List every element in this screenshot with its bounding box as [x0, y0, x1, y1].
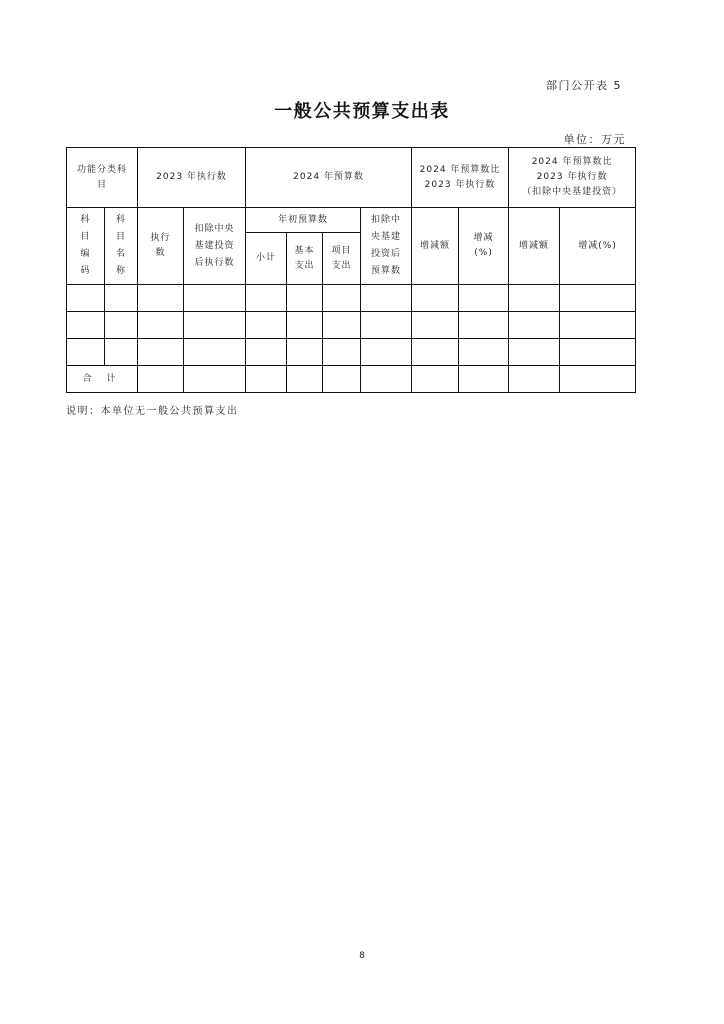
cell	[184, 339, 246, 366]
header-exec: 执行数	[138, 208, 184, 285]
header-compare-2024-vs-2023	[412, 148, 509, 208]
cell	[287, 312, 323, 339]
cell	[138, 312, 184, 339]
header-initial-budget: 年初预算数	[246, 208, 361, 233]
cell	[560, 339, 636, 366]
header-subtotal: 小计	[246, 233, 287, 285]
cell	[323, 339, 361, 366]
cell	[67, 285, 105, 312]
table-row	[67, 285, 636, 312]
cell	[184, 366, 246, 393]
header-budget-2024: 2024 年预算数	[246, 148, 412, 208]
cell	[184, 285, 246, 312]
cell	[246, 366, 287, 393]
header-change-amount-2: 增减额	[509, 208, 560, 285]
header-exec-2023: 2023 年执行数	[138, 148, 246, 208]
total-row	[67, 366, 636, 393]
header-compare-excl-line3: （扣除中央基建投资）	[522, 187, 623, 197]
cell	[246, 285, 287, 312]
form-number: 部门公开表 5	[546, 79, 622, 92]
cell	[509, 285, 560, 312]
cell	[459, 285, 509, 312]
cell	[509, 339, 560, 366]
table-row	[67, 312, 636, 339]
page-title: 一般公共预算支出表	[274, 101, 450, 122]
unit-label: 单位：万元	[563, 133, 626, 146]
cell	[138, 285, 184, 312]
header-subject-name: 科目名称	[105, 208, 138, 285]
cell	[509, 366, 560, 393]
cell	[138, 366, 184, 393]
header-change-amount: 增减额	[412, 208, 459, 285]
cell	[105, 312, 138, 339]
cell	[361, 285, 412, 312]
header-basic-expenditure: 基本支出	[287, 233, 323, 285]
cell	[184, 312, 246, 339]
header-change-pct-2: 增减(%)	[560, 208, 636, 285]
cell	[361, 339, 412, 366]
total-label: 合 计	[67, 366, 138, 393]
cell	[287, 339, 323, 366]
cell	[361, 312, 412, 339]
cell	[412, 339, 459, 366]
cell	[560, 285, 636, 312]
cell	[105, 285, 138, 312]
header-subject-code: 科目编码	[67, 208, 105, 285]
page-number: 8	[359, 951, 365, 961]
table-note: 说明：本单位无一般公共预算支出	[66, 406, 239, 417]
cell	[412, 366, 459, 393]
cell	[246, 339, 287, 366]
cell	[246, 312, 287, 339]
header-func-category: 功能分类科目	[67, 148, 138, 208]
cell	[560, 312, 636, 339]
cell	[560, 366, 636, 393]
cell	[138, 339, 184, 366]
header-compare-line1: 2024 年预算数比	[419, 164, 501, 175]
cell	[67, 312, 105, 339]
header-budget-excl-infra: 扣除中央基建投资后预算数	[361, 208, 412, 285]
header-compare-excl-line1: 2024 年预算数比	[531, 157, 613, 167]
cell	[412, 312, 459, 339]
cell	[509, 312, 560, 339]
cell	[105, 339, 138, 366]
cell	[323, 285, 361, 312]
cell	[287, 366, 323, 393]
cell	[459, 312, 509, 339]
header-project-expenditure: 项目支出	[323, 233, 361, 285]
header-compare-excl-line2: 2023 年执行数	[536, 172, 608, 182]
table-row	[67, 339, 636, 366]
cell	[287, 285, 323, 312]
header-exec-excl-infra: 扣除中央基建投资后执行数	[184, 208, 246, 285]
header-compare-line2: 2023 年执行数	[424, 179, 496, 190]
cell	[323, 366, 361, 393]
cell	[67, 339, 105, 366]
header-change-pct: 增减(%)	[459, 208, 509, 285]
cell	[412, 285, 459, 312]
cell	[459, 366, 509, 393]
cell	[323, 312, 361, 339]
header-compare-excl-infra	[509, 148, 636, 208]
cell	[459, 339, 509, 366]
budget-expenditure-table	[66, 147, 636, 393]
cell	[361, 366, 412, 393]
